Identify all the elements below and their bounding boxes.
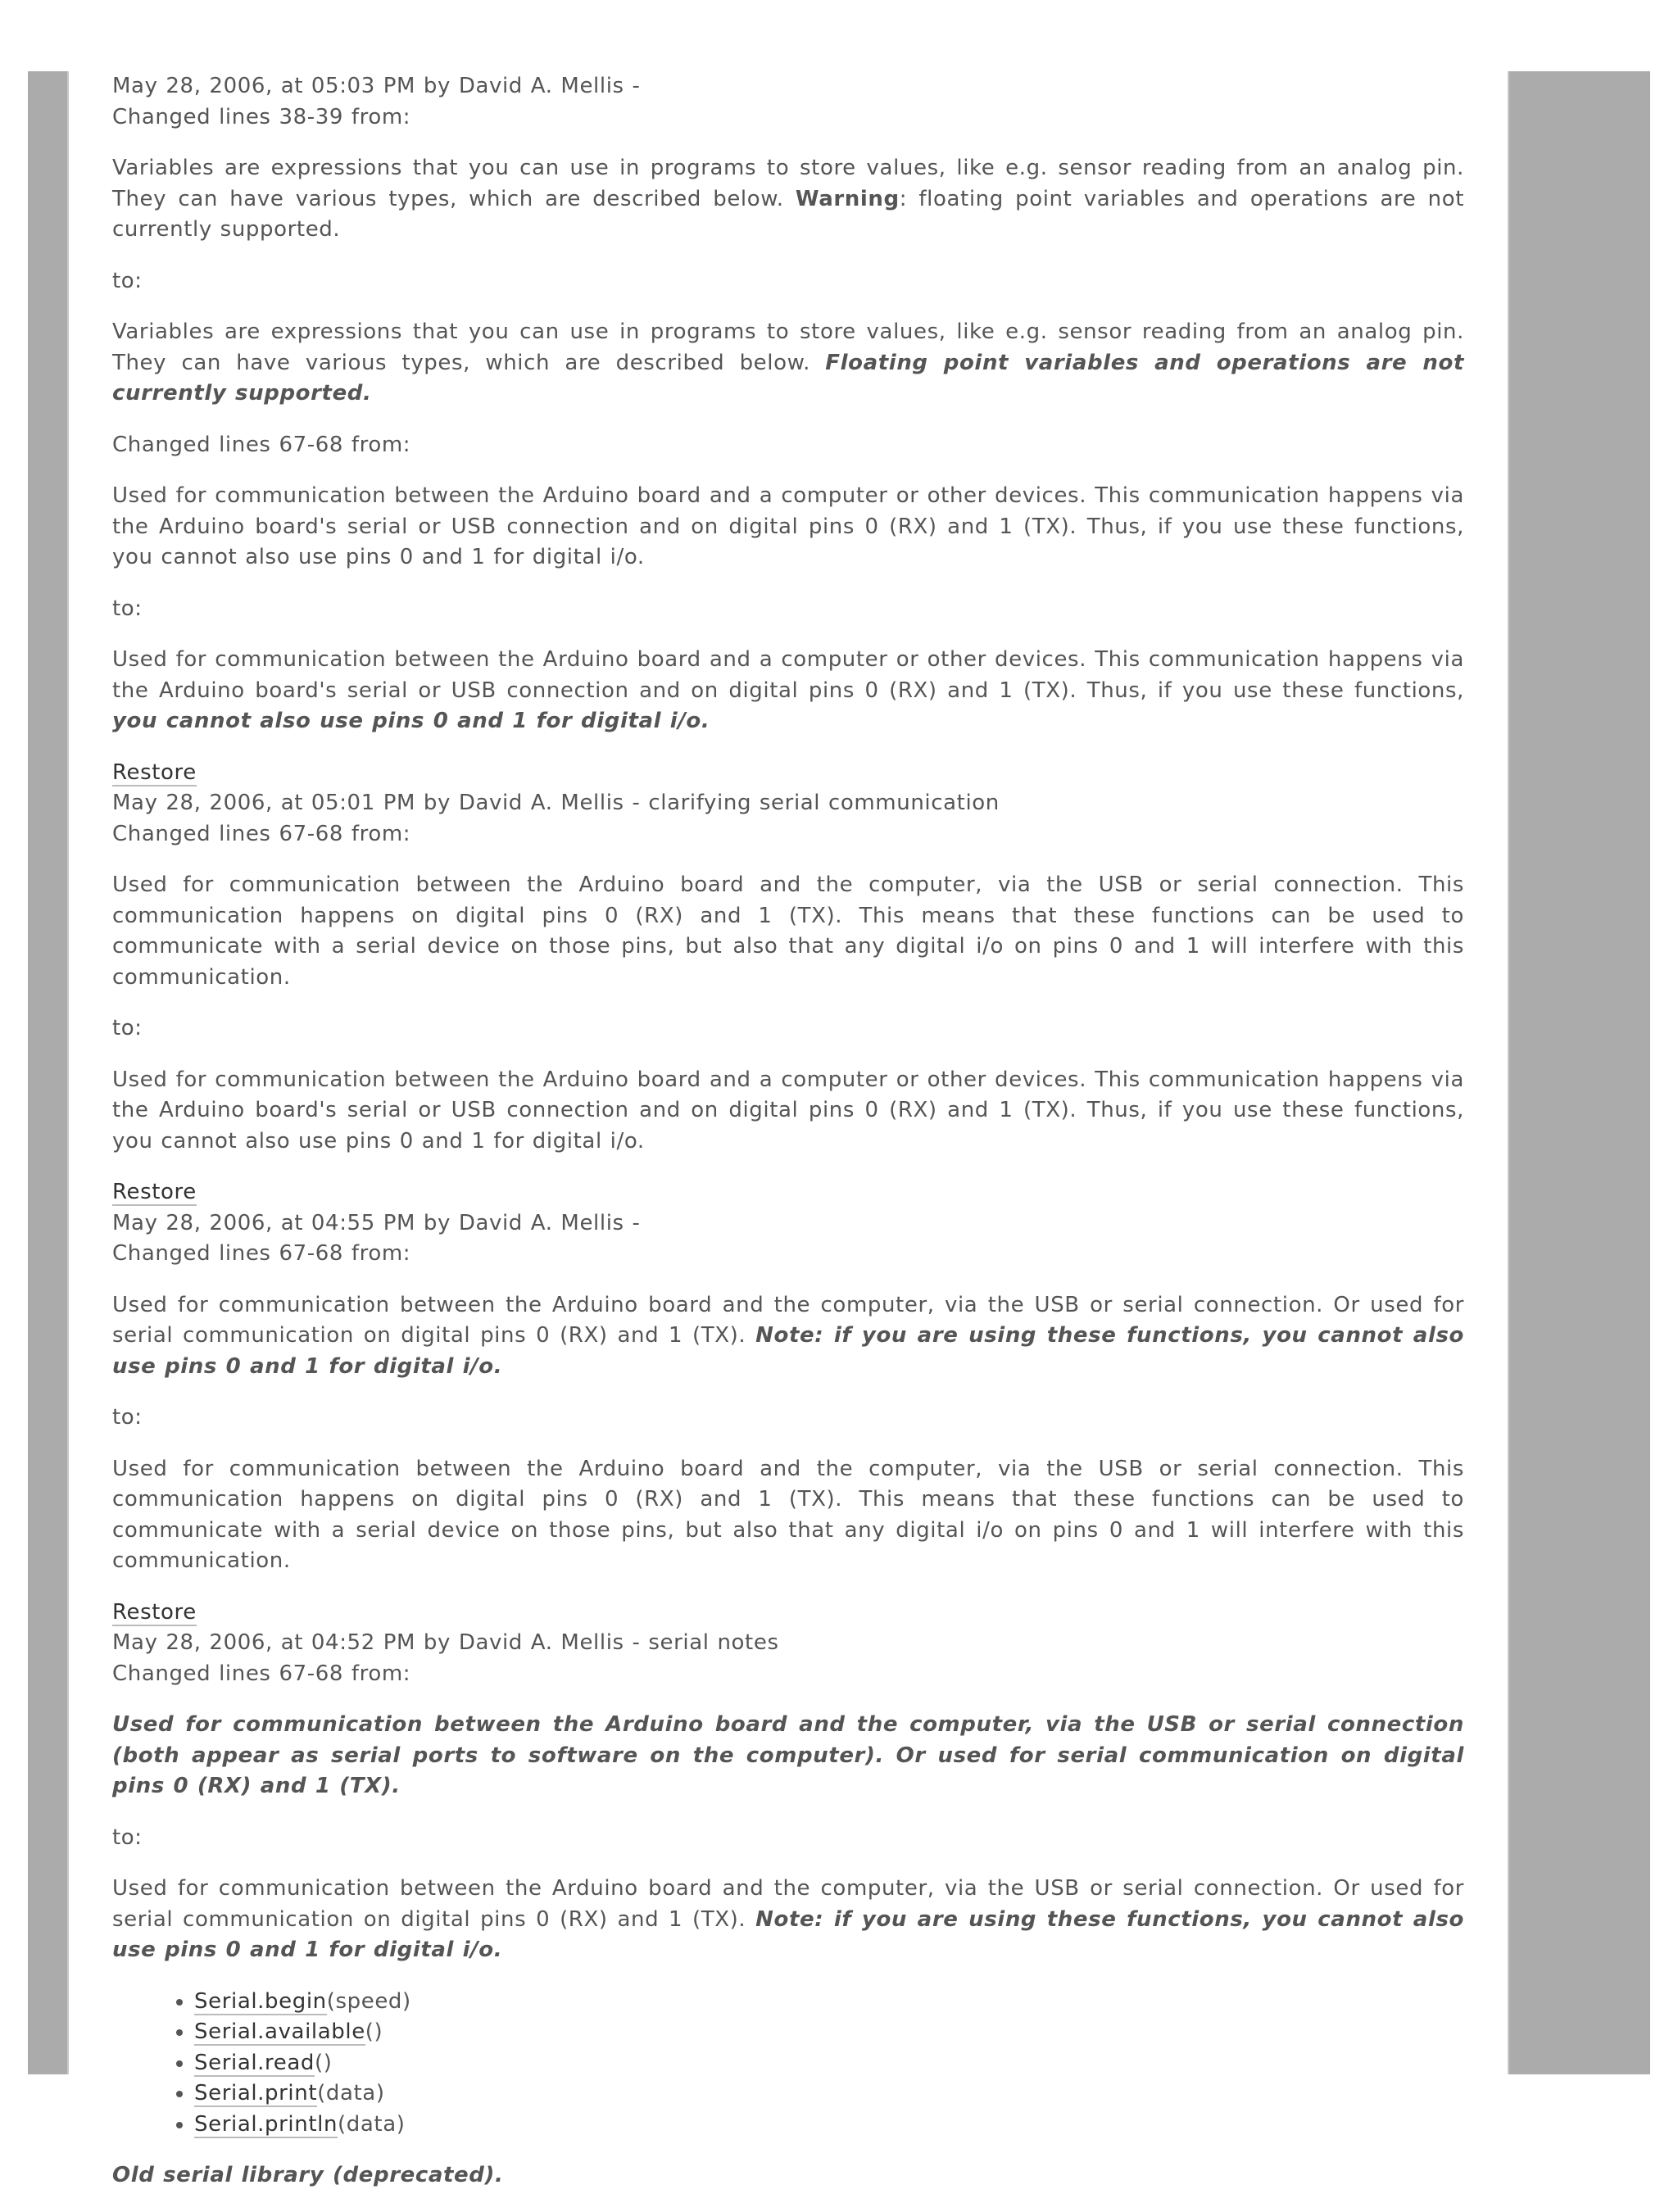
left-sidebar <box>28 71 69 2074</box>
serial-function-list <box>112 1987 1464 2141</box>
warning-label: Warning <box>795 186 900 211</box>
deprecated-note: Old serial library (deprecated). <box>112 2163 504 2187</box>
right-sidebar <box>1508 71 1650 2074</box>
function-link[interactable]: Serial.begin <box>194 1988 327 2014</box>
diff-to <box>112 1874 1464 1966</box>
diff-from: Used for communication between the Arduino board and the computer, via the USB or serial connection (both appear as serial ports to software on the computer). Or used for serial communication on digital pins 0 (RX) and 1 (TX). <box>112 1712 1464 1798</box>
diff-text: Variables are expressions that you can use in programs to store values, like e.g. sensor reading from an analog pin. They can have various types, which are described below. <box>112 320 1464 375</box>
entry-meta: May 28, 2006, at 05:03 PM by David A. Mellis - <box>112 74 641 98</box>
to-label: to: <box>112 1824 143 1850</box>
diff-from: Used for communication between the Arduino board and the computer, via the USB or serial connection. This communication happens on digital pins 0 (RX) and 1 (TX). This means that these functions can be used to communicate with a serial device on those pins, but also that any digital i/o on pins 0 and 1 will interfere with this communication. <box>112 873 1464 990</box>
function-link[interactable]: Serial.print <box>194 2081 318 2105</box>
history-entry <box>112 1598 1464 2192</box>
diff-emphasis: you cannot also use pins 0 and 1 for digital i/o. <box>112 709 710 733</box>
list-item <box>194 2017 1464 2048</box>
function-args: () <box>365 2019 383 2044</box>
diff-to: Used for communication between the Arduino board and a computer or other devices. This communication happens via the Arduino board's serial or USB connection and on digital pins 0 (RX) and 1 (TX). Thus, if you use these functions, you cannot also use pins 0 and 1 for digital i/o. <box>112 1067 1464 1154</box>
diff-text: Variables are expressions that you can use in programs to store values, like e.g. sensor reading from an analog pin. They can have various types, which are described below. <box>112 156 1464 211</box>
restore-link[interactable]: Restore <box>112 1599 197 1625</box>
diff-text: : floating point variables and operations are not currently supported. <box>112 186 1464 242</box>
list-item <box>194 2048 1464 2079</box>
to-label: to: <box>112 268 143 293</box>
function-args: () <box>315 2050 333 2075</box>
entry-meta: May 28, 2006, at 05:01 PM by David A. Mellis - clarifying serial communication <box>112 791 1000 815</box>
diff-emphasis: Floating point variables and operations are not currently supported. <box>112 350 1464 406</box>
function-link[interactable]: Serial.available <box>194 2019 365 2044</box>
entry-meta: May 28, 2006, at 04:55 PM by David A. Mellis - <box>112 1210 641 1235</box>
change-heading: Changed lines 38-39 from: <box>112 104 411 129</box>
to-label: to: <box>112 1016 143 1040</box>
entry-meta: May 28, 2006, at 04:52 PM by David A. Mellis - serial notes <box>112 1630 779 1655</box>
function-args: (speed) <box>326 1988 411 2014</box>
diff-to <box>112 317 1464 410</box>
diff-emphasis: Note: if you are using these functions, you cannot also use pins 0 and 1 for digital i/o. <box>112 1323 1464 1379</box>
function-link[interactable]: Serial.read <box>194 2050 315 2075</box>
diff-from: Used for communication between the Arduino board and a computer or other devices. This communication happens via the Arduino board's serial or USB connection and on digital pins 0 (RX) and 1 (TX). Thus, if you use these functions, you cannot also use pins 0 and 1 for digital i/o. <box>112 483 1464 569</box>
diff-emphasis: Note: if you are using these functions, you cannot also use pins 0 and 1 for digital i/o. <box>112 1906 1464 1962</box>
diff-to: Used for communication between the Arduino board and the computer, via the USB or serial connection. This communication happens on digital pins 0 (RX) and 1 (TX). This means that these functions can be used to communicate with a serial device on those pins, but also that any digital i/o on pins 0 and 1 will interfere with this communication. <box>112 1456 1464 1573</box>
change-heading: Changed lines 67-68 from: <box>112 432 411 457</box>
diff-text: Used for communication between the Arduino board and the computer, via the USB or serial connection. Or used for serial communication on digital pins 0 (RX) and 1 (TX). <box>112 1292 1464 1348</box>
function-args: (data) <box>338 2111 406 2137</box>
restore-link[interactable]: Restore <box>112 759 197 785</box>
diff-to <box>112 645 1464 737</box>
history-entry <box>112 71 1464 737</box>
function-link[interactable]: Serial.println <box>194 2111 338 2137</box>
history-entry <box>112 1177 1464 1577</box>
change-heading: Changed lines 67-68 from: <box>112 1241 411 1266</box>
list-item <box>194 1987 1464 2018</box>
to-label: to: <box>112 596 143 621</box>
function-args: (data) <box>317 2081 385 2105</box>
change-heading: Changed lines 67-68 from: <box>112 821 411 846</box>
diff-text: Used for communication between the Arduino board and a computer or other devices. This communication happens via the Arduino board's serial or USB connection and on digital pins 0 (RX) and 1 (TX). Thus, if you use these functions, <box>112 647 1464 703</box>
diff-text: Used for communication between the Arduino board and the computer, via the USB or serial connection. Or used for serial communication on digital pins 0 (RX) and 1 (TX). <box>112 1876 1464 1932</box>
page-history-content <box>112 71 1464 2212</box>
restore-link[interactable]: Restore <box>112 1180 197 1204</box>
diff-from <box>112 1290 1464 1383</box>
history-entry <box>112 758 1464 1158</box>
list-item <box>194 2110 1464 2141</box>
to-label: to: <box>112 1405 143 1430</box>
change-heading: Changed lines 67-68 from: <box>112 1661 411 1686</box>
list-item <box>194 2078 1464 2110</box>
diff-from <box>112 153 1464 246</box>
